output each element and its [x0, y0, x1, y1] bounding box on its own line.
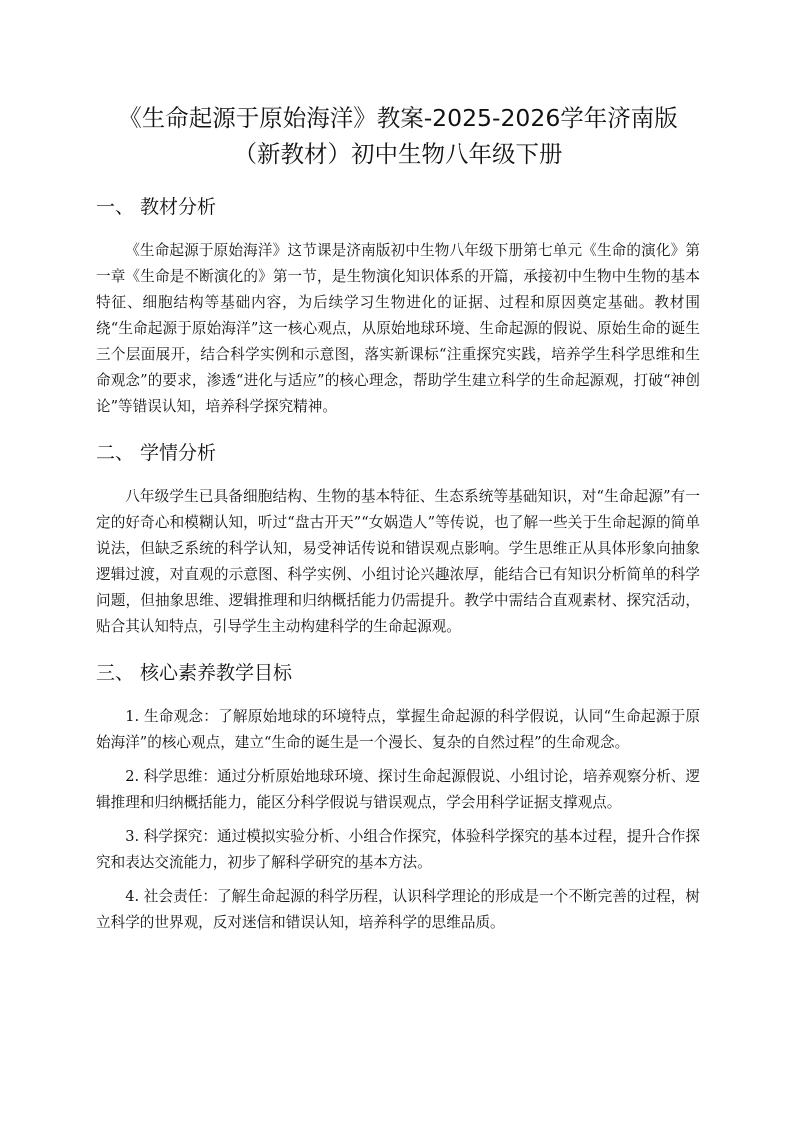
section-heading-core-literacy-goals: 三、 核心素养教学目标 [96, 662, 293, 684]
document-title: 《生命起源于原始海洋》教案-2025-2026学年济南版（新教材）初中生物八年级下册 [118, 104, 678, 168]
core-literacy-goal-list [96, 704, 700, 936]
section-heading-textbook-analysis: 一、 教材分析 [96, 196, 217, 218]
section-heading-student-analysis: 二、 学情分析 [96, 442, 217, 464]
section-student-analysis [96, 440, 700, 640]
goal-life-concept: 1. 生命观念：了解原始地球的环境特点，掌握生命起源的科学假说，认同“生命起源于原始海洋”的核心观点，建立“生命的诞生是一个漫长、复杂的自然过程”的生命观念。 [96, 708, 700, 751]
goal-scientific-thinking: 2. 科学思维：通过分析原始地球环境、探讨生命起源假说、小组讨论，培养观察分析、逻辑推理和归纳概括能力，能区分科学假说与错误观点，学会用科学证据支撑观点。 [96, 768, 700, 811]
section-core-literacy-goals [96, 660, 700, 936]
lesson-plan-page [96, 100, 700, 944]
textbook-analysis-paragraph: 《生命起源于原始海洋》这节课是济南版初中生物八年级下册第七单元《生命的演化》第一章《生命是不断演化的》第一节，是生物演化知识体系的开篇，承接初中生物中生物的基本特征、细胞结构等基础内容，为后续学习生物进化的证据、过程和原因奠定基础。教材围绕“生命起源于原始海洋”这一核心观点，从原始地球环境、生命起源的假说、原始生命的诞生三个层面展开，结合科学实例和示意图，落实新课标“注重探究实践，培养学生科学思维和生命观念”的要求，渗透“进化与适应”的核心理念，帮助学生建立科学的生命起源观，打破“神创论”等错误认知，培养科学探究精神。 [96, 242, 700, 415]
section-textbook-analysis [96, 194, 700, 420]
goal-social-responsibility: 4. 社会责任：了解生命起源的科学历程，认识科学理论的形成是一个不断完善的过程，树立科学的世界观，反对迷信和错误认知，培养科学的思维品质。 [96, 888, 700, 931]
student-analysis-paragraph: 八年级学生已具备细胞结构、生物的基本特征、生态系统等基础知识，对“生命起源”有一定的好奇心和模糊认知，听过“盘古开天”“女娲造人”等传说，也了解一些关于生命起源的简单说法，但缺乏系统的科学认知，易受神话传说和错误观点影响。学生思维正从具体形象向抽象逻辑过渡，对直观的示意图、科学实例、小组讨论兴趣浓厚，能结合已有知识分析简单的科学问题，但抽象思维、逻辑推理和归纳概括能力仍需提升。教学中需结合直观素材、探究活动，贴合其认知特点，引导学生主动构建科学的生命起源观。 [96, 488, 700, 635]
goal-scientific-inquiry: 3. 科学探究：通过模拟实验分析、小组合作探究，体验科学探究的基本过程，提升合作探究和表达交流能力，初步了解科学研究的基本方法。 [96, 828, 700, 871]
